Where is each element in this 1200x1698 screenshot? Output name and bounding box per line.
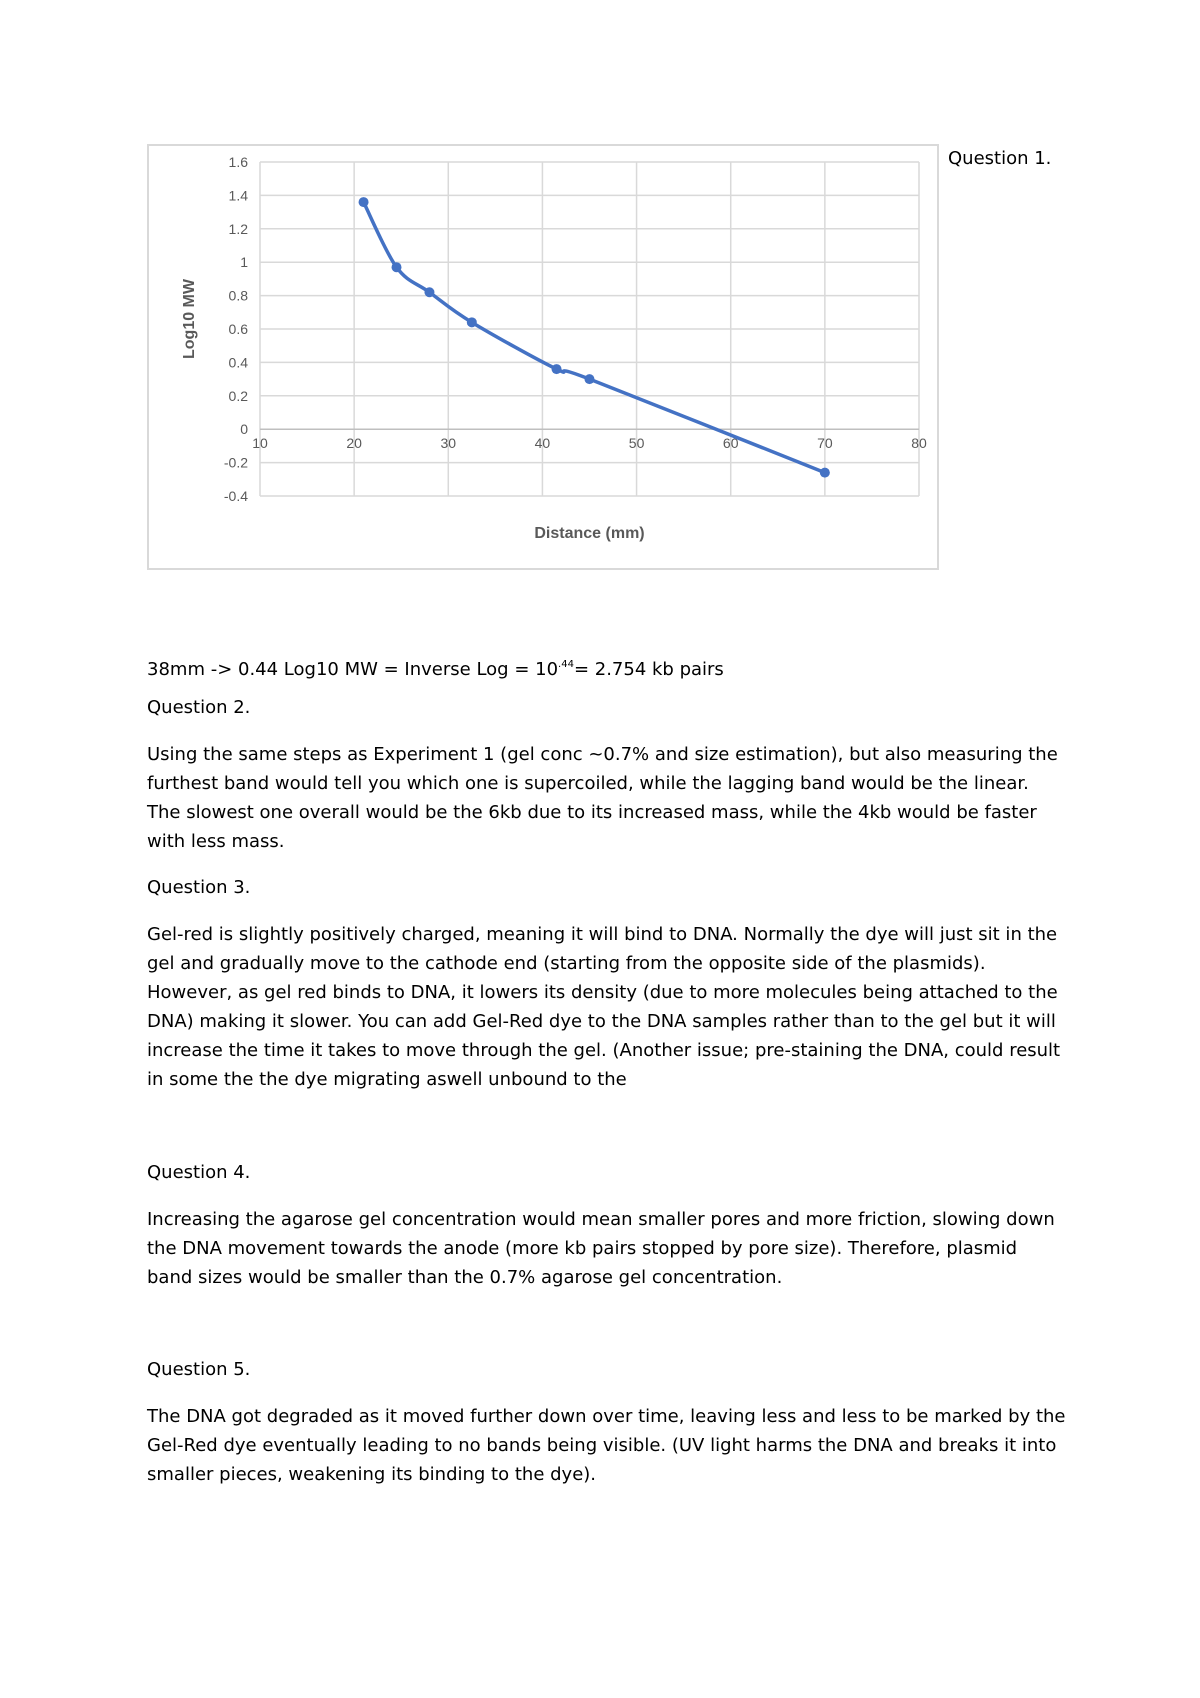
question-3-heading: Question 3. — [147, 877, 251, 898]
x-tick-label: 20 — [346, 435, 362, 452]
data-point — [585, 374, 595, 384]
x-tick-label: 50 — [628, 435, 645, 452]
question-5-heading: Question 5. — [147, 1359, 251, 1380]
y-axis-title: Log10 MW — [181, 279, 198, 359]
x-tick-label: 80 — [911, 435, 927, 452]
y-tick-label: 0.4 — [228, 354, 248, 371]
line-chart — [149, 146, 937, 568]
calculation-prefix: 38mm -> 0.44 Log10 MW = Inverse Log = 10 — [147, 659, 559, 680]
data-point — [424, 287, 434, 297]
x-tick-label: 10 — [252, 435, 268, 452]
question-1-heading: Question 1. — [948, 148, 1052, 169]
y-tick-label: 1 — [240, 254, 248, 271]
y-tick-label: 1.2 — [228, 220, 248, 237]
calculation-exponent: .44 — [558, 659, 574, 670]
question-2-answer: Using the same steps as Experiment 1 (gel conc ~0.7% and size estimation), but also measuring the furthest band would tell you which one is supercoiled, while the lagging band would be the linear. The slowest one overall would be the 6kb due to its increased mass, while the 4kb would be faster with less mass. — [147, 744, 1058, 852]
data-point — [359, 197, 369, 207]
x-tick-label: 60 — [722, 435, 739, 452]
y-tick-label: 0.2 — [228, 387, 248, 404]
y-tick-label: -0.2 — [223, 454, 248, 471]
chart-frame — [147, 144, 939, 570]
calculation-suffix: = 2.754 kb pairs — [573, 659, 724, 680]
x-tick-label: 30 — [440, 435, 457, 452]
calculation-line — [147, 650, 1067, 684]
y-tick-label: 0 — [240, 421, 248, 438]
question-4-answer: Increasing the agarose gel concentration would mean smaller pores and more friction, slowing down the DNA movement towards the anode (more kb pairs stopped by pore size). Therefore, plasmid band sizes would be smaller than the 0.7% agarose gel concentration. — [147, 1209, 1055, 1288]
x-axis-title: Distance (mm) — [534, 525, 645, 542]
y-tick-label: 1.6 — [228, 154, 248, 170]
x-tick-label: 40 — [534, 435, 551, 452]
y-tick-label: 0.8 — [228, 287, 248, 304]
data-point — [392, 262, 402, 272]
y-tick-label: 0.6 — [228, 321, 248, 337]
data-point — [820, 468, 830, 478]
series-line — [364, 202, 825, 473]
data-point — [467, 317, 477, 327]
question-2-heading: Question 2. — [147, 697, 251, 718]
x-tick-label: 70 — [817, 435, 833, 452]
question-4-heading: Question 4. — [147, 1162, 251, 1183]
question-5-answer: The DNA got degraded as it moved further down over time, leaving less and less to be marked by the Gel-Red dye eventually leading to no bands being visible. (UV light harms the DNA and breaks it into smaller pieces, weakening its binding to the dye). — [147, 1406, 1066, 1485]
y-tick-label: -0.4 — [223, 488, 248, 504]
question-3-answer: Gel-red is slightly positively charged, meaning it will bind to DNA. Normally the dye will just sit in the gel and gradually move to the cathode end (starting from the opposite side of the plasmids). However, as gel red binds to DNA, it lowers its density (due to more molecules being attached to the DNA) making it slower. You can add Gel-Red dye to the DNA samples rather than to the gel but it will increase the time it takes to move through the gel. (Another issue; pre-staining the DNA, could result in some the the dye migrating aswell unbound to the — [147, 924, 1061, 1090]
data-point — [552, 364, 562, 374]
y-tick-label: 1.4 — [228, 187, 248, 204]
